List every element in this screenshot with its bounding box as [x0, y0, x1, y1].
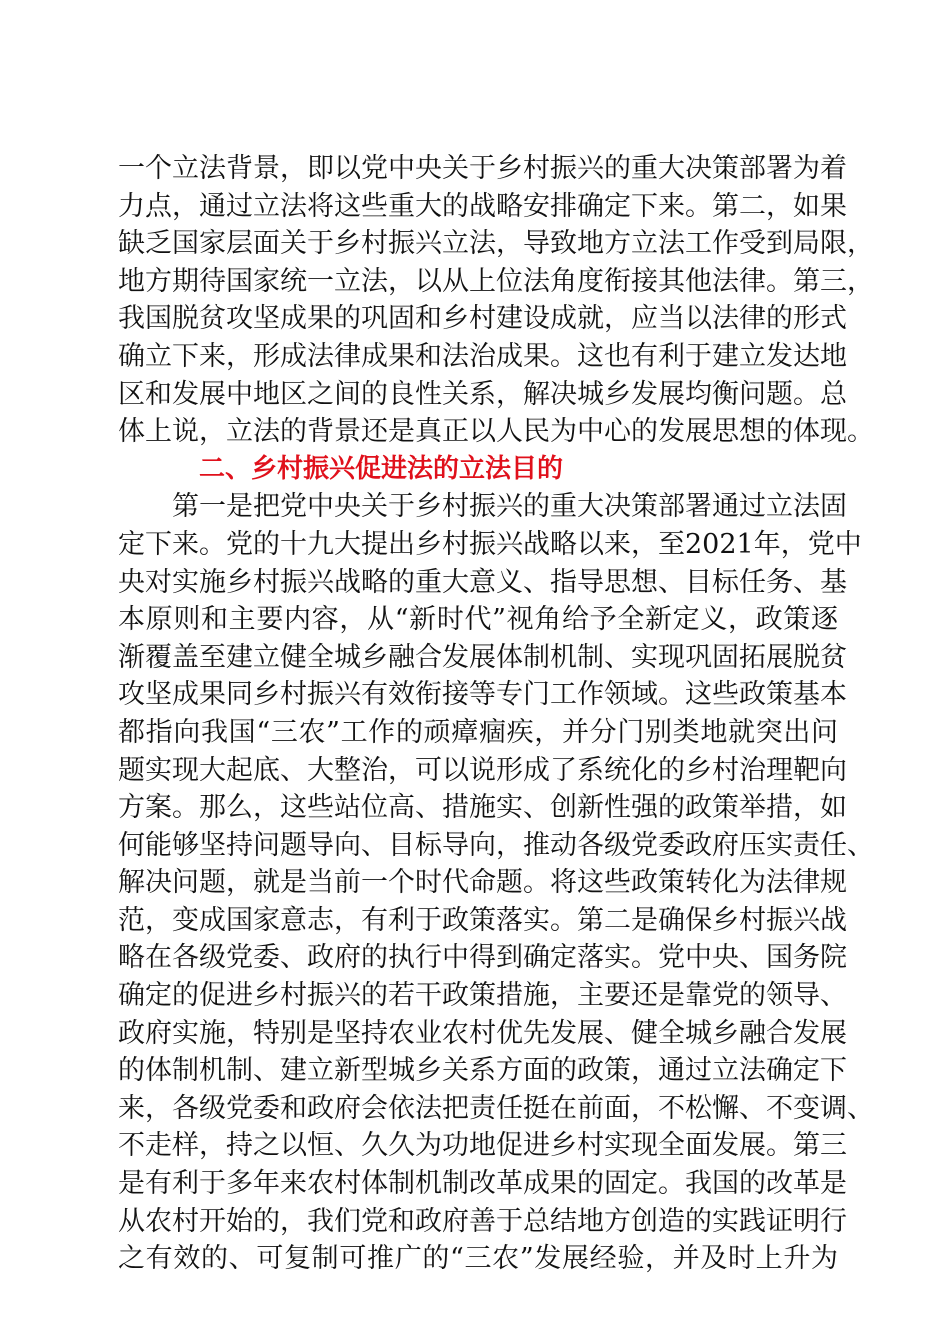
- paragraph-2-line-13: 略在各级党委、政府的执行中得到确定落实。党中央、国务院: [118, 942, 847, 974]
- paragraph-2-line-14: 确定的促进乡村振兴的若干政策措施，主要还是靠党的领导、: [118, 980, 847, 1012]
- paragraph-2-line-6: 攻坚成果同乡村振兴有效衔接等专门工作领域。这些政策基本: [118, 679, 847, 711]
- paragraph-2-line-16: 的体制机制、建立新型城乡关系方面的政策，通过立法确定下: [118, 1055, 847, 1087]
- paragraph-2-line-1: 第一是把党中央关于乡村振兴的重大决策部署通过立法固: [172, 491, 847, 523]
- paragraph-2-line-5: 渐覆盖至建立健全城乡融合发展体制机制、实现巩固拓展脱贫: [118, 641, 847, 673]
- paragraph-2-line-3: 央对实施乡村振兴战略的重大意义、指导思想、目标任务、基: [118, 566, 847, 598]
- paragraph-1-line-8: 体上说，立法的背景还是真正以人民为中心的发展思想的体现。: [118, 416, 874, 448]
- paragraph-2-line-4: 本原则和主要内容，从“新时代”视角给予全新定义，政策逐: [118, 604, 838, 636]
- paragraph-1: [118, 150, 874, 451]
- paragraph-2-line-11: 解决问题，就是当前一个时代命题。将这些政策转化为法律规: [118, 867, 847, 899]
- paragraph-2-line-2: 定下来。党的十九大提出乡村振兴战略以来，至2021年，党中: [118, 528, 862, 560]
- paragraph-1-line-6: 确立下来，形成法律成果和法治成果。这也有利于建立发达地: [118, 340, 847, 372]
- paragraph-1-line-2: 力点，通过立法将这些重大的战略安排确定下来。第二，如果: [118, 190, 847, 222]
- paragraph-2-line-20: 从农村开始的，我们党和政府善于总结地方创造的实践证明行: [118, 1205, 847, 1237]
- paragraph-1-line-7: 区和发展中地区之间的良性关系，解决城乡发展均衡问题。总: [118, 378, 847, 410]
- paragraph-1-line-1: 一个立法背景，即以党中央关于乡村振兴的重大决策部署为着: [118, 153, 847, 184]
- paragraph-2-line-12: 范，变成国家意志，有利于政策落实。第二是确保乡村振兴战: [118, 904, 847, 936]
- paragraph-2-line-9: 方案。那么，这些站位高、措施实、创新性强的政策举措，如: [118, 792, 847, 824]
- paragraph-1-line-5: 我国脱贫攻坚成果的巩固和乡村建设成就，应当以法律的形式: [118, 303, 847, 335]
- paragraph-2-line-18: 不走样，持之以恒、久久为功地促进乡村实现全面发展。第三: [118, 1130, 847, 1162]
- paragraph-2-line-7: 都指向我国“三农”工作的顽瘴痼疾，并分门别类地就突出问: [118, 716, 838, 748]
- paragraph-2-line-15: 政府实施，特别是坚持农业农村优先发展、健全城乡融合发展: [118, 1017, 847, 1049]
- paragraph-2-line-17: 来，各级党委和政府会依法把责任挺在前面，不松懈、不变调、: [118, 1092, 874, 1124]
- paragraph-2-line-19: 是有利于多年来农村体制机制改革成果的固定。我国的改革是: [118, 1168, 847, 1200]
- paragraph-1-line-3: 缺乏国家层面关于乡村振兴立法，导致地方立法工作受到局限，: [118, 228, 874, 260]
- paragraph-2: [118, 488, 874, 1277]
- section-heading: 二、乡村振兴促进法的立法目的: [199, 453, 564, 484]
- document-body: [118, 150, 874, 1278]
- paragraph-2-line-21: 之有效的、可复制可推广的“三农”发展经验，并及时上升为: [118, 1243, 838, 1275]
- paragraph-1-line-4: 地方期待国家统一立法，以从上位法角度衔接其他法律。第三，: [118, 265, 874, 297]
- paragraph-2-line-10: 何能够坚持问题导向、目标导向，推动各级党委政府压实责任、: [118, 829, 874, 861]
- paragraph-2-line-8: 题实现大起底、大整治，可以说形成了系统化的乡村治理靶向: [118, 754, 847, 786]
